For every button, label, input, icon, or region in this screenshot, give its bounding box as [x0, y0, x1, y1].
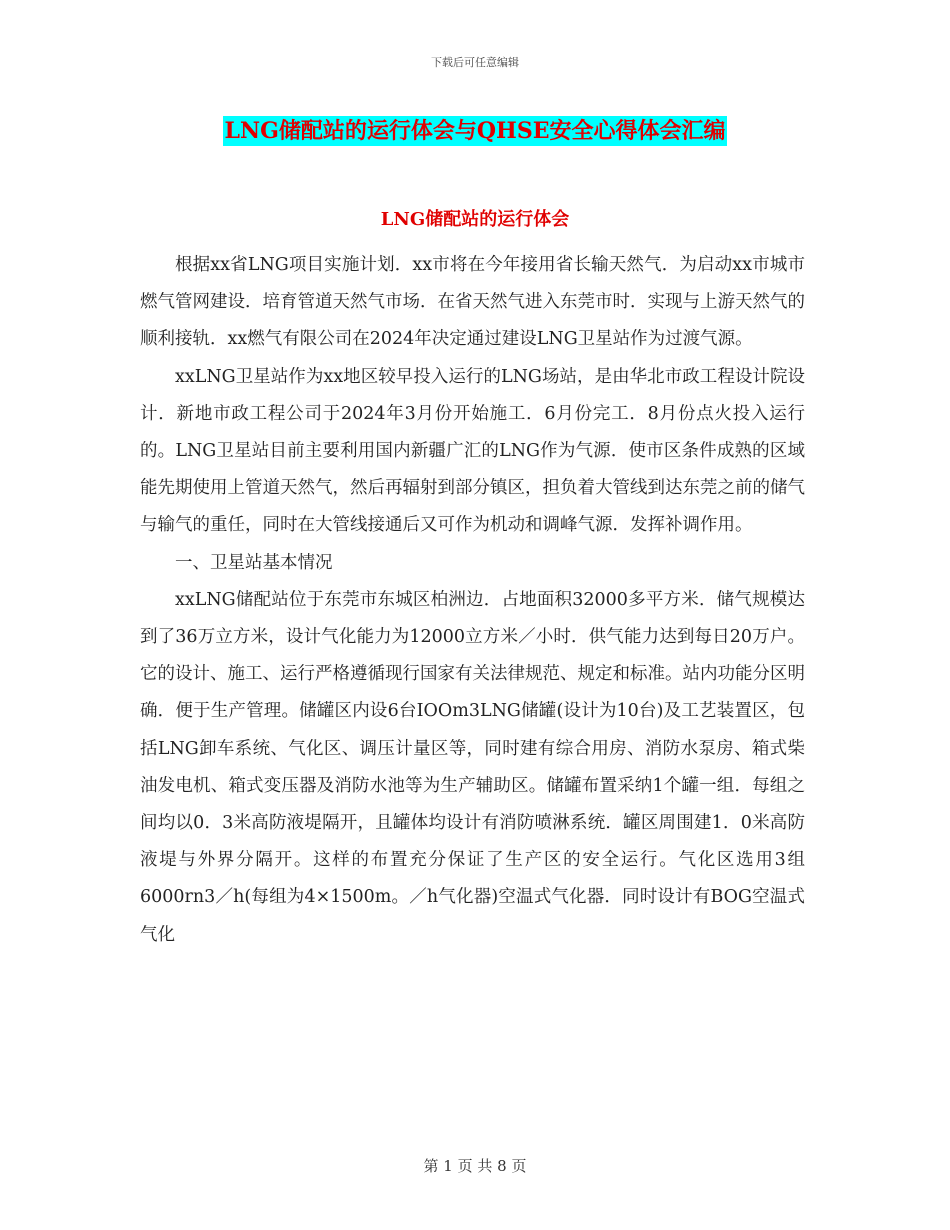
page-number: 第 1 页 共 8 页: [423, 1157, 527, 1175]
paragraph-1: 根据xx省LNG项目实施计划．xx市将在今年接用省长输天然气．为启动xx市城市燃气管网建设．培育管道天然气市场．在省天然气进入东莞市时．实现与上游天然气的顺利接轨．xx燃气有限公司在2024年决定通过建设LNG卫星站作为过渡气源。: [140, 255, 805, 350]
section-title: LNG储配站的运行体会: [380, 209, 570, 230]
document-title-text: LNG储配站的运行体会与QHSE安全心得体会汇编: [224, 118, 726, 144]
section-heading-basic-info: 一、卫星站基本情况: [175, 552, 333, 573]
page-header-note: 下载后可任意编辑: [431, 56, 519, 69]
document-title: [0, 114, 950, 145]
paragraph-2: xxLNG卫星站作为xx地区较早投入运行的LNG场站，是由华北市政工程设计院设计．新地市政工程公司于2024年3月份开始施工．6月份完工．8月份点火投入运行的。LNG卫星站目前主要利用国内新疆广汇的LNG作为气源．使市区条件成熟的区域能先期使用上管道天然气，然后再辐射到部分镇区，担负着大管线到达东莞之前的储气与输气的重任，同时在大管线接通后又可作为机动和调峰气源．发挥补调作用。: [140, 366, 805, 536]
paragraph-3: xxLNG储配站位于东莞市东城区柏洲边．占地面积32000多平方米．储气规模达到了36万立方米，设计气化能力为12000立方米／小时．供气能力达到每日20万户。它的设计、施工、运行严格遵循现行国家有关法律规范、规定和标准。站内功能分区明确．便于生产管理。储罐区内设6台IOOm3LNG储罐(设计为10台)及工艺装置区，包括LNG卸车系统、气化区、调压计量区等，同时建有综合用房、消防水泵房、箱式柴油发电机、箱式变压器及消防水池等为生产辅助区。储罐布置采纳1个罐一组．每组之间均以0．3米高防液堤隔开，且罐体均设计有消防喷淋系统．罐区周围建1．0米高防液堤与外界分隔开。这样的布置充分保证了生产区的安全运行。气化区选用3组6000rn3／h(每组为4×1500m。／h气化器)空温式气化器．同时设计有BOG空温式气化: [140, 589, 805, 945]
document-body: [140, 247, 805, 954]
